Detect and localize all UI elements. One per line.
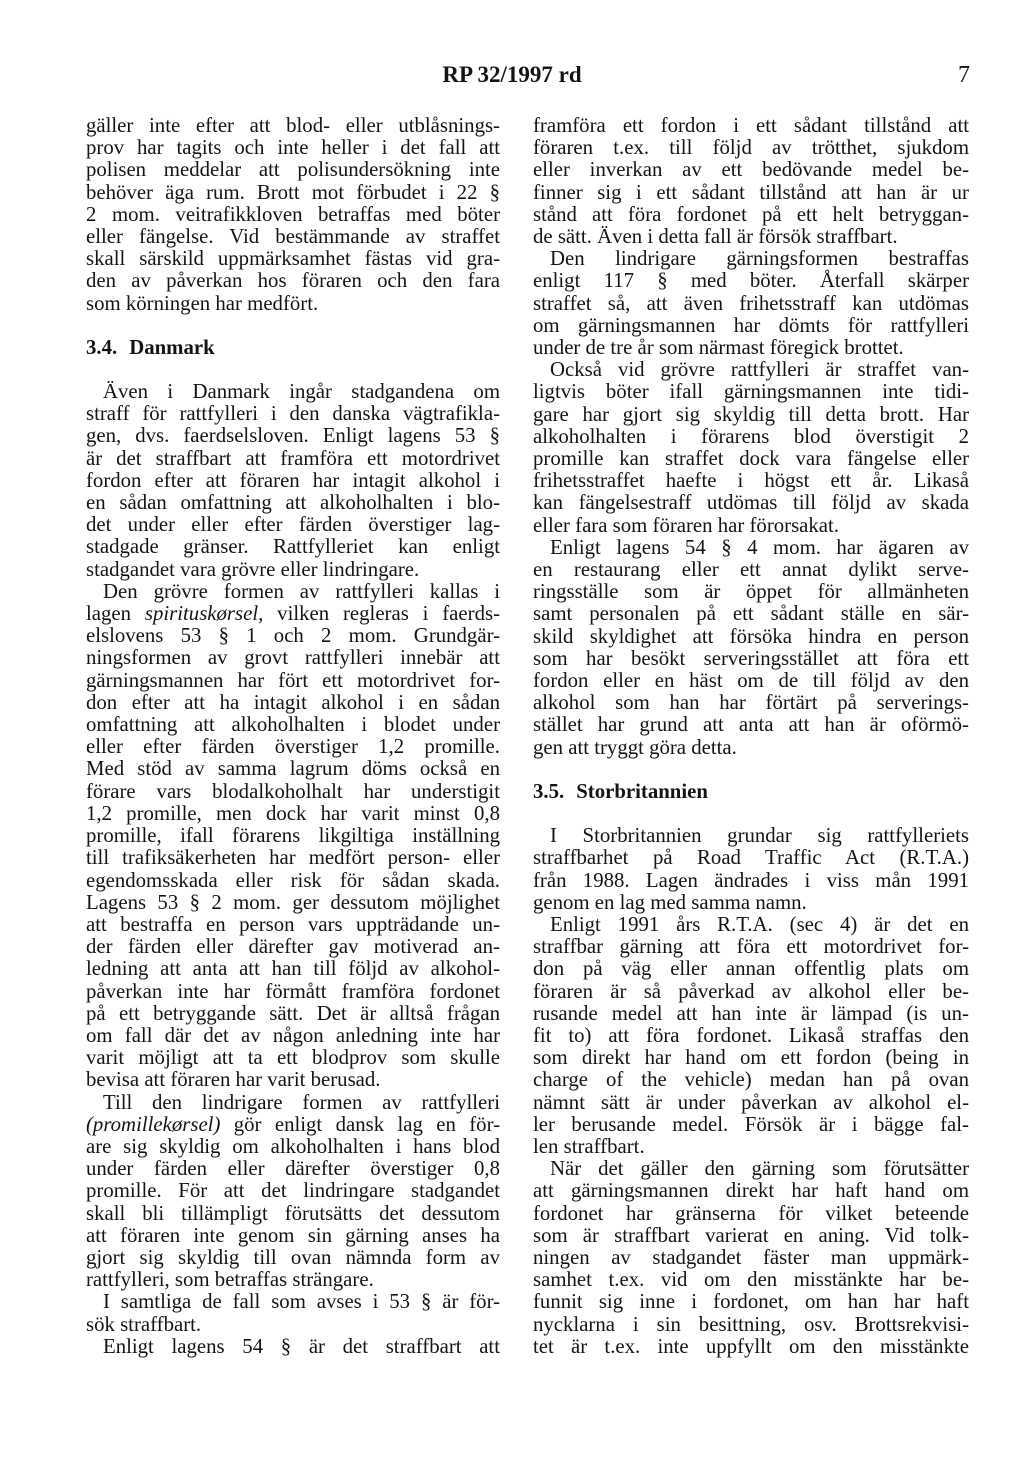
text-line: len straffbart. <box>533 1134 645 1158</box>
text-line: När det gäller den gärning som förutsätter <box>550 1157 969 1181</box>
text-line: att bestraffa en person vars uppträdande un- <box>86 912 500 936</box>
text-line: eller inverkan av ett bedövande medel be- <box>533 158 969 182</box>
text-line: den av påverkan hos föraren och den fara <box>86 269 500 293</box>
text-line: en restaurang eller ett annat dylikt serve- <box>533 558 969 582</box>
text-line: promille, ifall förarens likgiltiga inställning <box>86 824 500 848</box>
text-line: som körningen har medfört. <box>86 291 319 315</box>
paragraph <box>86 581 500 1092</box>
paragraph <box>86 381 500 581</box>
section-heading-3-4 <box>86 337 500 359</box>
text-line: fordon efter att föraren har intagit alkohol i <box>86 468 500 492</box>
text-line: om fall där det av någon anledning inte har <box>86 1023 500 1047</box>
text-line: fit to) att föra fordonet. Likaså straffas den <box>533 1023 969 1047</box>
text-line: samt personalen på ett sådant ställe en sär- <box>533 602 969 626</box>
paragraph <box>533 825 969 914</box>
text-line: de sätt. Även i detta fall är försök straffbart. <box>533 225 898 249</box>
text-line: förare vars blodalkoholhalt har understigit <box>86 779 500 803</box>
text-line: omfattning att alkoholhalten i blodet under <box>86 713 500 737</box>
text-line: att föraren inte genom sin gärning anses ha <box>86 1223 500 1247</box>
paragraph <box>533 115 969 248</box>
text-line: är det straffbart att framföra ett motordrivet <box>86 446 500 470</box>
text-line: don på väg eller annan offentlig plats om <box>533 957 969 981</box>
paragraph <box>533 359 969 537</box>
text-line: Lagens 53 § 2 mom. ger dessutom möjlighet <box>86 890 500 914</box>
text-line: enligt 117 § med böter. Återfall skärper <box>533 269 969 293</box>
text-line: Till den lindrigare formen av rattfylleri <box>103 1090 500 1114</box>
text-line: bevisa att föraren har varit berusad. <box>86 1068 381 1092</box>
text-line: föraren är så påverkad av alkohol eller be- <box>533 979 969 1003</box>
text-line: under färden eller därefter överstiger 0,8 <box>86 1157 500 1181</box>
text-line: Enligt 1991 års R.T.A. (sec 4) är det en <box>550 912 969 936</box>
text-line: egendomsskada eller risk för sådan skada. <box>86 868 500 892</box>
text-line: Med stöd av samma lagrum döms också en <box>86 757 500 781</box>
text-line: prov har tagits och inte heller i det fall att <box>86 136 500 160</box>
text-line: I samtliga de fall som avses i 53 § är för- <box>103 1290 500 1314</box>
text-line: nycklarna i sin besittning, osv. Brottsrekvisi- <box>533 1312 969 1336</box>
text-line: skall särskild uppmärksamhet fästas vid gra- <box>86 247 500 271</box>
text-line: Enligt lagens 54 § är det straffbart att <box>103 1334 500 1358</box>
text-line: fordonet har gränserna för vilket beteende <box>533 1201 969 1225</box>
text-run: vilken regleras i faerds- <box>263 602 500 626</box>
text-line: Också vid grövre rattfylleri är straffet van- <box>550 358 969 382</box>
text-line: stadgandet vara grövre eller lindringare. <box>86 557 420 581</box>
text-line: straffbarhet på Road Traffic Act (R.T.A.) <box>533 846 969 870</box>
text-line: det under eller efter färden överstiger lag- <box>86 513 500 537</box>
text-line: Även i Danmark ingår stadgandena om <box>103 380 500 404</box>
paragraph <box>86 1092 500 1292</box>
text-line: stadgade gränser. Rattfylleriet kan enligt <box>86 535 500 559</box>
text-line <box>86 1114 500 1136</box>
text-line: gäller inte efter att blod- eller utblåsnings- <box>86 114 500 137</box>
italic-term: (promillekørsel) <box>86 1112 221 1136</box>
text-line: elslovens 53 § 1 och 2 mom. Grundgär- <box>86 624 500 648</box>
text-line: ningsformen av grovt rattfylleri innebär att <box>86 646 500 670</box>
text-line: gare har gjort sig skyldig till detta brott. Har <box>533 402 969 426</box>
text-line: funnit sig inne i fordonet, om han har haft <box>533 1290 969 1314</box>
paragraph <box>86 115 500 315</box>
running-header: RP 32/1997 rd <box>442 62 582 87</box>
left-column <box>86 115 500 1358</box>
text-line: behöver äga rum. Brott mot förbudet i 22 § <box>86 180 500 204</box>
text-line: are sig skyldig om alkoholhalten i hans blod <box>86 1134 500 1158</box>
section-number: 3.5. <box>533 779 565 803</box>
text-line: tet är t.ex. inte uppfyllt om den misstänkte <box>533 1334 969 1358</box>
text-line: Enligt lagens 54 § 4 mom. har ägaren av <box>550 535 969 559</box>
text-line: charge of the vehicle) medan han på ovan <box>533 1068 969 1092</box>
italic-term: spirituskørsel, <box>144 602 264 626</box>
text-line: föraren t.ex. till följd av trötthet, sjukdom <box>533 136 969 160</box>
text-line: skild skyldighet att försöka hindra en person <box>533 624 969 648</box>
text-line: ler berusande medel. Försök är i bägge fal- <box>533 1112 969 1136</box>
text-line: kan fängelsestraff utdömas till följd av skada <box>533 491 969 515</box>
text-line: 1,2 promille, men dock har varit minst 0,8 <box>86 801 500 825</box>
text-line: I Storbritannien grundar sig rattfylleriets <box>550 824 969 848</box>
text-line: alkoholhalten i förarens blod överstigit 2 <box>533 424 969 448</box>
text-line: eller efter färden överstiger 1,2 promille. <box>86 735 500 759</box>
text-line: gjort sig skyldig till ovan nämnda form av <box>86 1245 500 1269</box>
text-line: ligtvis böter ifall gärningsmannen inte tidi- <box>533 380 969 404</box>
text-line: polisen meddelar att polisundersökning inte <box>86 158 500 182</box>
text-line: Den lindrigare gärningsformen bestraffas <box>550 247 969 271</box>
text-line: promille. För att det lindringare stadgandet <box>86 1179 500 1203</box>
text-line: om gärningsmannen har dömts för rattfylleri <box>533 313 969 337</box>
text-line: frihetsstraffet haefte i högst ett år. Likaså <box>533 469 969 493</box>
paragraph <box>86 1336 500 1358</box>
text-line: straffet så, att även frihetsstraff kan utdömas <box>533 291 969 315</box>
paragraph <box>533 1158 969 1358</box>
text-line: gärningsmannen har fört ett motordrivet for- <box>86 668 500 692</box>
paragraph <box>533 248 969 359</box>
right-column <box>533 115 969 1358</box>
paragraph <box>533 537 969 759</box>
text-run: lagen <box>86 602 145 626</box>
section-title: Storbritannien <box>576 779 708 803</box>
text-run: gör enligt dansk lag en för- <box>220 1112 500 1136</box>
section-title: Danmark <box>129 335 215 359</box>
paragraph <box>86 1291 500 1335</box>
text-line: rusande medel att han inte är lämpad (is un- <box>533 1001 969 1025</box>
page-number: 7 <box>958 62 970 88</box>
text-line: eller fara som föraren har förorsakat. <box>533 513 840 537</box>
text-line: eller fängelse. Vid bestämmande av straffet <box>86 225 500 249</box>
text-line: der färden eller därefter gav motiverad an- <box>86 935 500 959</box>
text-line: rattfylleri, som betraffas strängare. <box>86 1268 374 1292</box>
text-line: som är straffbart varierat en aning. Vid tolk- <box>533 1223 969 1247</box>
text-line: promille kan straffet dock vara fängelse eller <box>533 447 969 471</box>
text-line: fordon eller en häst om de till följd av den <box>533 669 969 693</box>
text-line: att gärningsmannen direkt har haft hand om <box>533 1179 969 1203</box>
text-line: varit möjligt att ta ett blodprov som skulle <box>86 1046 500 1070</box>
text-line: skall bli tillämpligt förutsätts det dessutom <box>86 1201 500 1225</box>
text-line: alkohol som han har förtärt på serverings- <box>533 691 969 715</box>
text-line: under de tre år som närmast föregick brottet. <box>533 336 904 360</box>
text-line: straff för rattfylleri i den danska vägtrafikla- <box>86 402 500 426</box>
text-line: straffbar gärning att föra ett motordrivet for- <box>533 935 969 959</box>
text-line: sök straffbart. <box>86 1312 202 1336</box>
text-line: en sådan omfattning att alkoholhalten i blo- <box>86 491 500 515</box>
text-line: påverkan inte har förmått framföra fordonet <box>86 979 500 1003</box>
section-number: 3.4. <box>86 335 118 359</box>
text-line: 2 mom. veitrafikkloven betraffas med böter <box>86 202 500 226</box>
text-line: Den grövre formen av rattfylleri kallas i <box>103 579 500 603</box>
text-line: stället har grund att anta att han är oförmö- <box>533 713 969 737</box>
text-line: samhet t.ex. vid om den misstänkte har be- <box>533 1268 969 1292</box>
text-line: nämnt sätt är under påverkan av alkohol el- <box>533 1090 969 1114</box>
text-line: stånd att föra fordonet på ett helt betryggan- <box>533 202 969 226</box>
text-line: från 1988. Lagen ändrades i viss mån 1991 <box>533 868 969 892</box>
text-line: gen att tryggt göra detta. <box>533 735 737 759</box>
text-line: finner sig i ett sådant tillstånd att han är ur <box>533 180 969 204</box>
text-line: ringsställe som är öppet för allmänheten <box>533 580 969 604</box>
text-line: ledning att anta att han till följd av alkohol- <box>86 957 500 981</box>
section-heading-3-5 <box>533 781 969 803</box>
text-line: framföra ett fordon i ett sådant tillstånd att <box>533 114 969 137</box>
paragraph <box>533 914 969 1158</box>
text-line: ningen av stadgandet fäster man uppmärk- <box>533 1245 969 1269</box>
text-line: till trafiksäkerheten har medfört person- eller <box>86 846 500 870</box>
text-line: gen, dvs. faerdselsloven. Enligt lagens 53 § <box>86 424 500 448</box>
text-line: som har besökt serveringsstället att föra ett <box>533 646 969 670</box>
text-line <box>86 603 500 625</box>
text-line: genom en lag med samma namn. <box>533 890 807 914</box>
text-line: som direkt har hand om ett fordon (being in <box>533 1046 969 1070</box>
text-line: don efter att ha intagit alkohol i en sådan <box>86 690 500 714</box>
text-line: på ett betryggande sätt. Det är alltså frågan <box>86 1001 500 1025</box>
